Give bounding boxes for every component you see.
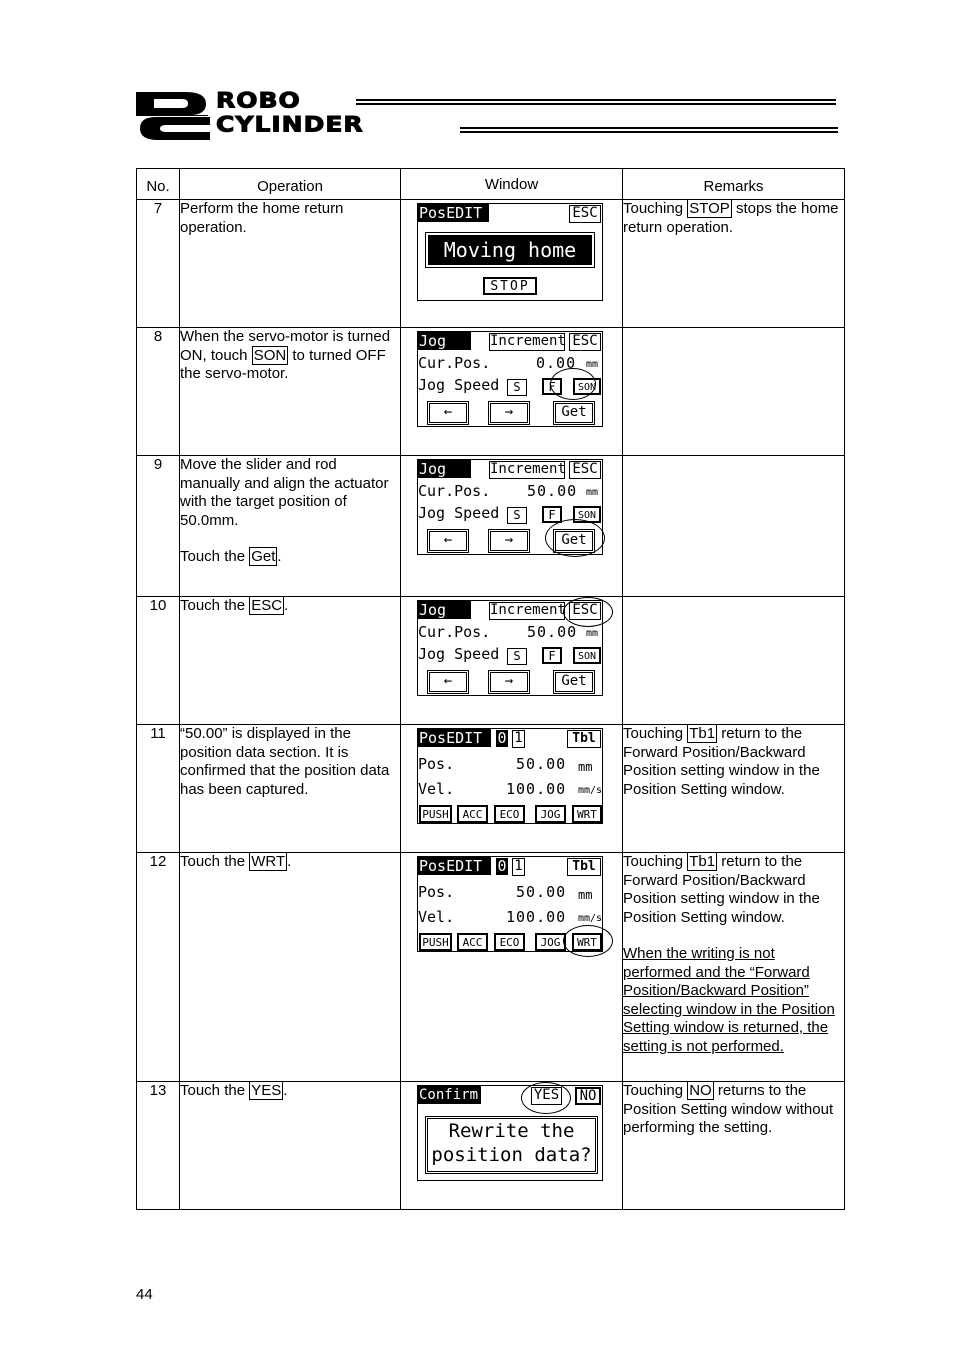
- row-operation: Perform the home return operation.: [180, 200, 401, 328]
- jog-speed-label: Jog Speed: [418, 376, 500, 394]
- robo-cylinder-logo: [136, 88, 840, 140]
- header-window: Window: [401, 169, 623, 200]
- pos-value: 50.00: [516, 755, 567, 773]
- logo-cylinder-text: CYLINDER: [216, 112, 364, 137]
- screen-title: PosEDIT: [418, 204, 489, 222]
- confirm-message-line1: Rewrite the: [448, 1120, 575, 1142]
- row-operation: Touch the ESC .: [180, 597, 401, 725]
- push-button[interactable]: PUSH: [419, 933, 452, 951]
- son-button[interactable]: SON: [573, 647, 601, 664]
- son-button[interactable]: SON: [573, 506, 601, 523]
- fast-button[interactable]: F: [542, 506, 562, 523]
- row-remarks: Touching STOP stops the home return operation.: [623, 200, 845, 328]
- screen-title: Confirm: [418, 1086, 481, 1104]
- logo-rule-bottom: [460, 127, 838, 133]
- page-number: 44: [136, 1286, 153, 1303]
- row-operation: Touch the WRT .: [180, 853, 401, 1082]
- row-window: [401, 456, 623, 597]
- screen-title: Jog: [418, 332, 471, 350]
- acc-button[interactable]: ACC: [457, 933, 488, 951]
- vel-value: 100.00: [506, 908, 567, 926]
- screen-title: PosEDIT: [418, 857, 491, 875]
- cur-pos-value: 50.00: [527, 623, 578, 641]
- position-edit-screen: [417, 728, 603, 824]
- jog-left-button[interactable]: ←: [427, 401, 469, 425]
- unit-label: mm: [586, 359, 599, 370]
- pos-label: Pos.: [418, 883, 455, 901]
- wrt-button[interactable]: WRT: [572, 933, 602, 951]
- row-operation: Touch the YES .: [180, 1082, 401, 1210]
- unit-label: mm: [586, 628, 599, 639]
- position-edit-screen: [417, 856, 603, 952]
- vel-label: Vel.: [418, 908, 455, 926]
- logo-rule-top: [356, 99, 836, 105]
- pos-value: 50.00: [516, 883, 567, 901]
- jog-speed-label: Jog Speed: [418, 645, 500, 663]
- jog-screen: [417, 459, 603, 555]
- jog-speed-label: Jog Speed: [418, 504, 500, 522]
- moving-home-message: Moving home: [425, 232, 595, 268]
- yes-button[interactable]: YES: [531, 1087, 562, 1105]
- unit-label: mm: [586, 487, 599, 498]
- tbl-button[interactable]: Tbl: [567, 858, 601, 876]
- row-remarks: Touching Tb1 return to the Forward Position/Backward Position setting window in the Position Setting window. When the writing is not performed and the “Forward Position/Backward Position” selecting window in the Position Setting window is returned, the setting is not performed.: [623, 853, 845, 1082]
- row-operation: Move the slider and rod manually and align the actuator with the target position of 50.0mm. Touch the Get .: [180, 456, 401, 597]
- jog-button[interactable]: JOG: [535, 933, 566, 951]
- row-number: 13: [137, 1082, 180, 1210]
- operation-table: [136, 168, 845, 1210]
- tbl-button[interactable]: Tbl: [567, 730, 601, 748]
- table-row: [137, 328, 845, 456]
- esc-button[interactable]: ESC: [569, 333, 601, 351]
- row-remarks: [623, 328, 845, 456]
- esc-button[interactable]: ESC: [569, 461, 601, 479]
- jog-left-button[interactable]: ←: [427, 670, 469, 694]
- confirm-message-box: [425, 1116, 598, 1174]
- jog-button[interactable]: JOG: [535, 805, 566, 823]
- row-window: [401, 200, 623, 328]
- confirm-message-line2: position data?: [431, 1144, 592, 1166]
- no-button[interactable]: NO: [575, 1087, 601, 1105]
- position-no-0: 0: [497, 857, 507, 875]
- jog-right-button[interactable]: →: [488, 529, 530, 553]
- header-operation: Operation: [180, 169, 401, 200]
- push-button[interactable]: PUSH: [419, 805, 452, 823]
- pos-unit: mm: [578, 888, 593, 902]
- confirm-screen: [417, 1085, 603, 1181]
- row-operation: “50.00” is displayed in the position data section. It is confirmed that the position data has been captured.: [180, 725, 401, 853]
- esc-button[interactable]: ESC: [569, 205, 601, 223]
- fast-button[interactable]: F: [542, 647, 562, 664]
- son-button[interactable]: SON: [573, 378, 601, 395]
- cur-pos-value: 50.00: [527, 482, 578, 500]
- eco-button[interactable]: ECO: [494, 805, 525, 823]
- fast-button[interactable]: F: [542, 378, 562, 395]
- logo-robo-text: ROBO: [216, 88, 301, 113]
- cur-pos-label: Cur.Pos.: [418, 623, 491, 641]
- table-row: [137, 200, 845, 328]
- jog-right-button[interactable]: →: [488, 670, 530, 694]
- rc-logo-icon: [136, 92, 210, 140]
- table-row: [137, 853, 845, 1082]
- jog-screen: [417, 600, 603, 696]
- row-window: [401, 328, 623, 456]
- cur-pos-value: 0.00: [536, 354, 577, 372]
- position-no-0: 0: [497, 729, 507, 747]
- row-operation: When the servo-motor is turned ON, touch SON to turned OFF the servo-motor.: [180, 328, 401, 456]
- cur-pos-label: Cur.Pos.: [418, 354, 491, 372]
- row-remarks: Touching NO returns to the Position Setting window without performing the setting.: [623, 1082, 845, 1210]
- header-row: [137, 169, 845, 200]
- pos-unit: mm: [578, 760, 593, 774]
- screen-title: PosEDIT: [418, 729, 491, 747]
- jog-right-button[interactable]: →: [488, 401, 530, 425]
- table-row: [137, 597, 845, 725]
- esc-button[interactable]: ESC: [569, 602, 601, 620]
- row-window: [401, 725, 623, 853]
- position-no-1[interactable]: 1: [512, 730, 525, 748]
- table-row: [137, 1082, 845, 1210]
- row-number: 8: [137, 328, 180, 456]
- pos-label: Pos.: [418, 755, 455, 773]
- row-number: 11: [137, 725, 180, 853]
- warning-note: When the writing is not performed and the “Forward Position/Backward Position” selecting window in the Position Setting window is returned, the setting is not performed.: [623, 945, 835, 1055]
- slow-button[interactable]: S: [507, 379, 527, 396]
- get-button[interactable]: Get: [553, 670, 595, 694]
- row-window: [401, 853, 623, 1082]
- slow-button[interactable]: S: [507, 507, 527, 524]
- screen-title: Jog: [418, 601, 471, 619]
- row-number: 9: [137, 456, 180, 597]
- header-remarks: Remarks: [623, 169, 845, 200]
- increment-button[interactable]: Increment: [490, 602, 566, 618]
- jog-left-button[interactable]: ←: [427, 529, 469, 553]
- stop-button[interactable]: STOP: [483, 277, 537, 295]
- row-number: 7: [137, 200, 180, 328]
- vel-unit: mm/s: [578, 913, 603, 924]
- increment-button[interactable]: Increment: [490, 461, 566, 477]
- screen-title: Jog: [418, 460, 471, 478]
- row-number: 12: [137, 853, 180, 1082]
- slow-button[interactable]: S: [507, 648, 527, 665]
- table-row: [137, 725, 845, 853]
- cur-pos-label: Cur.Pos.: [418, 482, 491, 500]
- eco-button[interactable]: ECO: [494, 933, 525, 951]
- increment-button[interactable]: Increment: [490, 333, 566, 349]
- table-row: [137, 456, 845, 597]
- acc-button[interactable]: ACC: [457, 805, 488, 823]
- get-button[interactable]: Get: [553, 529, 595, 553]
- row-window: [401, 597, 623, 725]
- get-button[interactable]: Get: [553, 401, 595, 425]
- position-no-1[interactable]: 1: [512, 858, 525, 876]
- wrt-button[interactable]: WRT: [572, 805, 602, 823]
- vel-label: Vel.: [418, 780, 455, 798]
- header-no: No.: [137, 169, 180, 200]
- row-number: 10: [137, 597, 180, 725]
- jog-screen: [417, 331, 603, 427]
- row-remarks: [623, 597, 845, 725]
- row-remarks: [623, 456, 845, 597]
- row-remarks: Touching Tb1 return to the Forward Position/Backward Position setting window in the Position Setting window.: [623, 725, 845, 853]
- row-window: [401, 1082, 623, 1210]
- vel-value: 100.00: [506, 780, 567, 798]
- vel-unit: mm/s: [578, 785, 603, 796]
- home-return-screen: [417, 203, 603, 301]
